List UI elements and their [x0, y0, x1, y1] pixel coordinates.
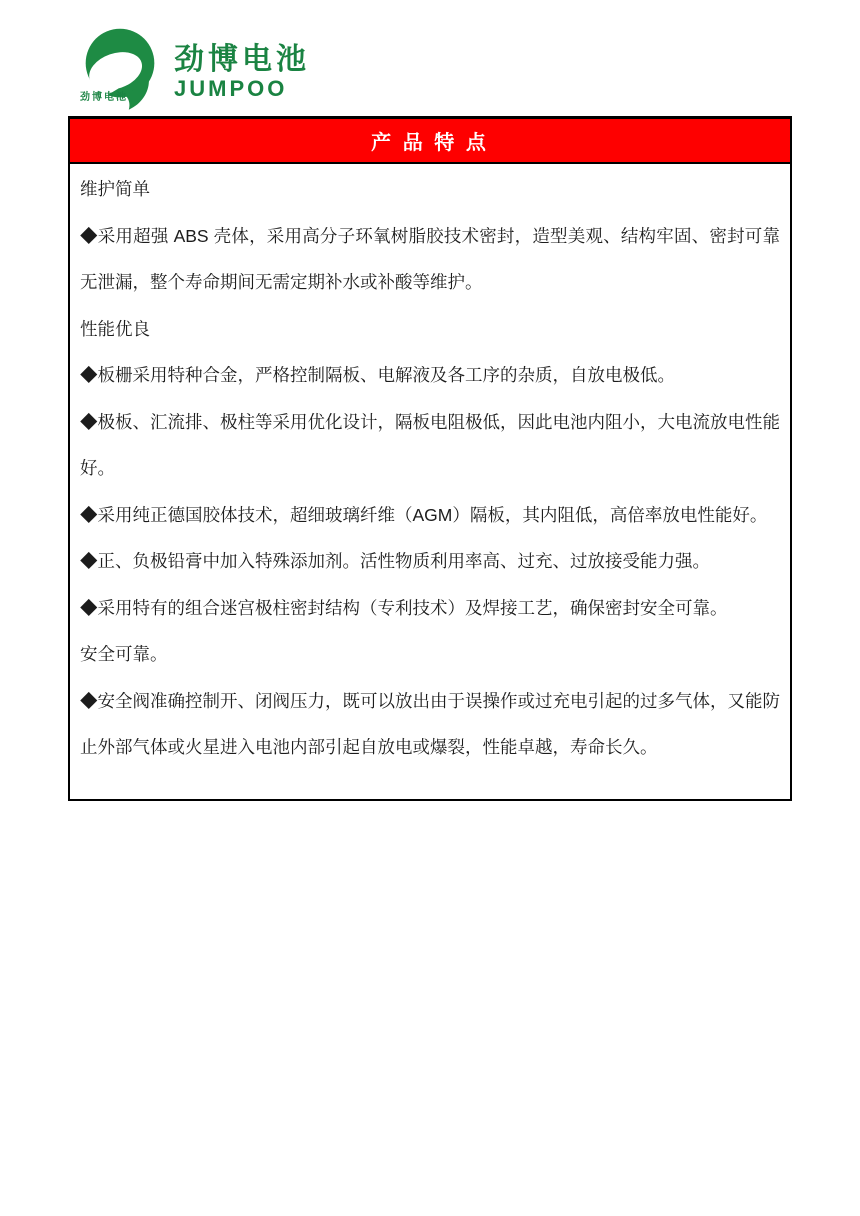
feature-bullet: ◆正、负极铅膏中加入特殊添加剂。活性物质利用率高、过充、过放接受能力强。: [80, 551, 710, 571]
feature-title-bar: 产 品 特 点: [70, 119, 790, 164]
brand-name-english: JUMPOO: [174, 76, 288, 101]
brand-name-chinese: 劲博电池: [174, 43, 310, 76]
feature-bullet: ◆采用纯正德国胶体技术，超细玻璃纤维（AGM）隔板，其内阻低，高倍率放电性能好。: [80, 504, 768, 525]
feature-bullet: ◆板栅采用特种合金，严格控制隔板、电解液及各工序的杂质，自放电极低。: [80, 365, 675, 385]
feature-box: [68, 116, 792, 801]
feature-bullet: ◆极板、汇流排、极柱等采用优化设计，隔板电阻极低，因此电池内阻小，大电流放电性能好。: [80, 411, 780, 478]
feature-bullet: ◆采用特有的组合迷宫极柱密封结构（专利技术）及焊接工艺，确保密封安全可靠。: [80, 597, 728, 618]
brand-text: [174, 43, 310, 102]
feature-body: [70, 164, 790, 799]
section-heading-maintenance: 维护简单: [80, 179, 150, 199]
section-heading-safety: 安全可靠。: [80, 644, 168, 664]
brand-header: [76, 27, 310, 115]
logo-caption-text: 劲博电池: [80, 92, 128, 103]
jumpoo-logo-icon: [76, 27, 164, 115]
feature-bullet: ◆采用超强 ABS 壳体，采用高分子环氧树脂胶技术密封，造型美观、结构牢固、密封可靠无泄漏，整个寿命期间无需定期补水或补酸等维护。: [80, 225, 780, 292]
section-heading-performance: 性能优良: [80, 318, 150, 339]
feature-bullet: ◆安全阀准确控制开、闭阀压力，既可以放出由于误操作或过充电引起的过多气体，又能防止外部气体或火星进入电池内部引起自放电或爆裂，性能卓越，寿命长久。: [80, 690, 780, 757]
